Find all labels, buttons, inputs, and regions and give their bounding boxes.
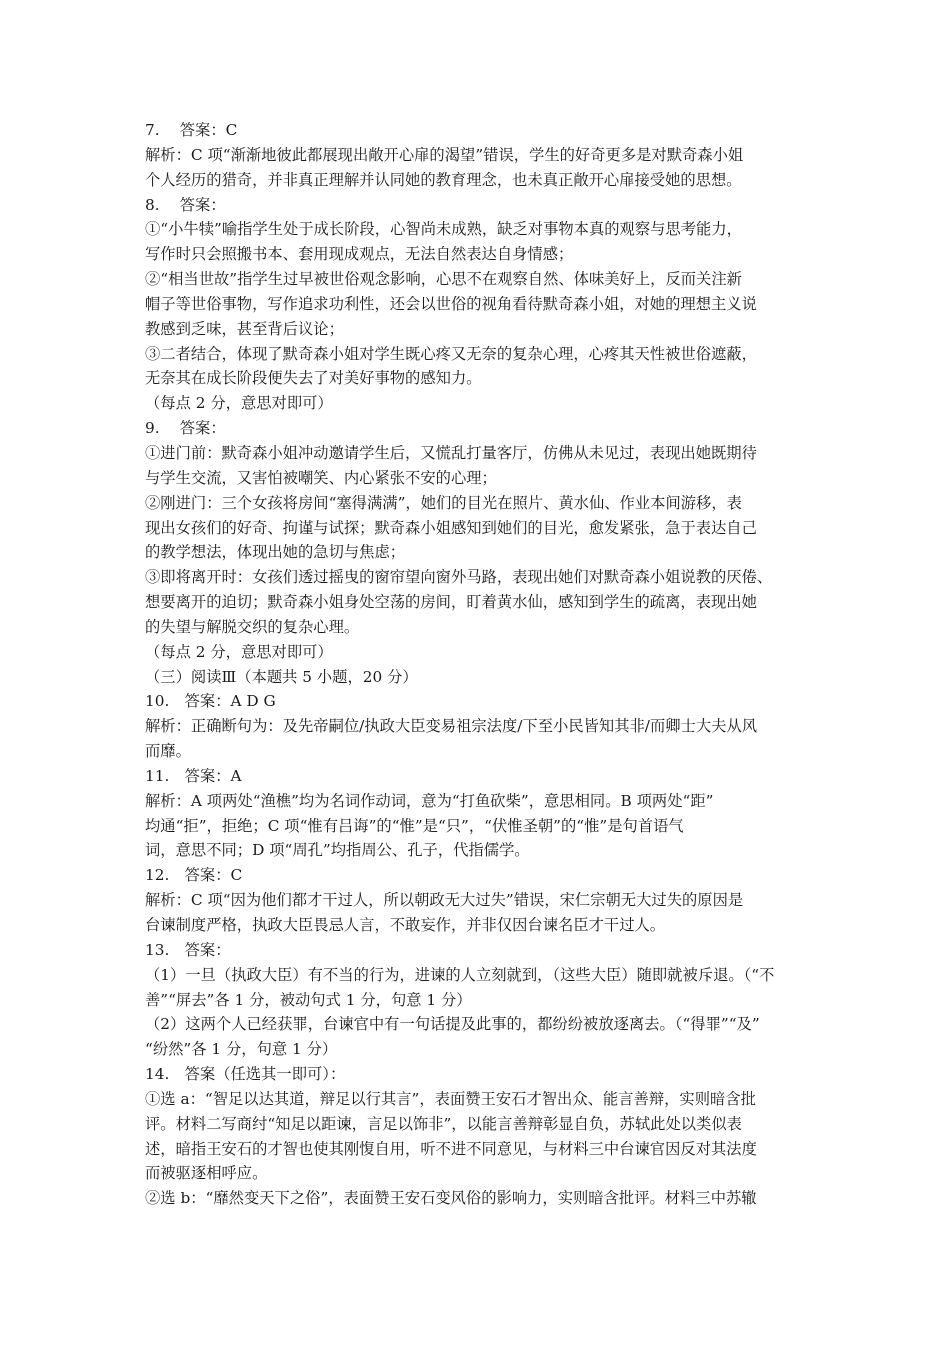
text-line: 均通“拒”，拒绝；C 项“惟有吕诲”的“惟”是“只”，“伏惟圣朝”的“惟”是句首语气 xyxy=(145,816,684,835)
text-line: 想要离开的迫切；默奇森小姐身处空荡的房间，盯着黄水仙，感知到学生的疏离，表现出她 xyxy=(145,593,757,612)
text-line: 解析：C 项“因为他们都才干过人，所以朝政无大过失”错误，宋仁宗朝无大过失的原因是 xyxy=(145,891,744,910)
section-heading: （三）阅读Ⅲ（本题共 5 小题，20 分） xyxy=(145,667,418,686)
text-line: 13. 答案： xyxy=(145,940,231,959)
text-line: 11. 答案：A xyxy=(145,766,242,785)
text-line: ①进门前：默奇森小姐冲动邀请学生后，又慌乱打量客厅，仿佛从未见过，表现出她既期待 xyxy=(145,443,757,462)
text-line: ③即将离开时：女孩们透过摇曳的窗帘望向窗外马路，表现出她们对默奇森小姐说教的厌倦、 xyxy=(145,568,773,587)
text-line: “纷然”各 1 分，句意 1 分） xyxy=(145,1040,338,1059)
text-line: 个人经历的猎奇，并非真正理解并认同她的教育理念，也未真正敞开心扉接受她的思想。 xyxy=(145,170,742,189)
text-line: 现出女孩们的好奇、拘谨与试探；默奇森小姐感知到她们的目光，愈发紧张，急于表达自己 xyxy=(145,518,757,537)
text-line: ②“相当世故”指学生过早被世俗观念影响，心思不在观察自然、体味美好上，反而关注新 xyxy=(145,270,742,289)
text-line: 无奈其在成长阶段便失去了对美好事物的感知力。 xyxy=(145,369,482,388)
text-line: （每点 2 分，意思对即可） xyxy=(145,642,333,661)
text-line: 写作时只会照搬书本、套用现成观点，无法自然表达自身情感； xyxy=(145,245,574,264)
text-line: （每点 2 分，意思对即可） xyxy=(145,394,333,413)
text-line: 评。材料二写商纣“知足以距谏，言足以饰非”，以能言善辩彰显自负，苏轼此处以类似表 xyxy=(145,1114,742,1133)
text-line: 而被驱逐相呼应。 xyxy=(145,1164,268,1183)
text-line: 台谏制度严格，执政大臣畏忌人言，不敢妄作，并非仅因台谏名臣才干过人。 xyxy=(145,916,666,934)
text-line: ②刚进门：三个女孩将房间“塞得满满”，她们的目光在照片、黄水仙、作业本间游移，表 xyxy=(145,493,742,512)
text-line: 解析：C 项“渐渐地彼此都展现出敞开心扉的渴望”错误，学生的好奇更多是对默奇森小姐 xyxy=(145,145,744,164)
text-line: ①选 a：“智足以达其道，辩足以行其言”，表面赞王安石才智出众、能言善辩，实则暗含批 xyxy=(145,1089,756,1108)
answer-content xyxy=(145,118,825,1236)
text-line: 10. 答案：A D G xyxy=(145,692,276,711)
text-line: 教感到乏味，甚至背后议论； xyxy=(145,319,344,338)
text-line: 而靡。 xyxy=(145,742,191,761)
text-line: 12. 答案：C xyxy=(145,866,243,885)
text-line: 解析：正确断句为：及先帝嗣位/执政大臣变易祖宗法度/下至小民皆知其非/而卿士大夫从风 xyxy=(145,717,758,736)
text-line: 8. 答案： xyxy=(145,195,226,214)
text-line: 善”“屏去”各 1 分，被动句式 1 分，句意 1 分） xyxy=(145,990,472,1009)
text-line: ③二者结合，体现了默奇森小姐对学生既心疼又无奈的复杂心理，心疼其天性被世俗遮蔽， xyxy=(145,344,757,363)
text-line: ②选 b：“靡然变天下之俗”，表面赞王安石变风俗的影响力，实则暗含批评。材料三中苏辙 xyxy=(145,1189,757,1208)
text-line xyxy=(145,1211,825,1236)
text-line: 的教学想法，体现出她的急切与焦虑； xyxy=(145,543,406,562)
text-line: 解析：A 项两处“渔樵”均为名词作动词，意为“打鱼砍柴”，意思相同。B 项两处“距” xyxy=(145,791,714,810)
text-line: （2）这两个人已经获罪，台谏官中有一句话提及此事的，都纷纷被放逐离去。（“得罪”“及” xyxy=(145,1015,760,1034)
text-line: ①“小牛犊”喻指学生处于成长阶段，心智尚未成熟，缺乏对事物本真的观察与思考能力， xyxy=(145,220,742,239)
text-line: 与学生交流，又害怕被嘲笑、内心紧张不安的心理； xyxy=(145,468,497,487)
text-line: 帽子等世俗事物，写作追求功利性，还会以世俗的视角看待默奇森小姐，对她的理想主义说 xyxy=(145,294,757,313)
text-line: 9. 答案： xyxy=(145,419,226,438)
text-line: 7. 答案：C xyxy=(145,121,238,139)
text-line: 词，意思不同；D 项“周孔”均指周公、孔子，代指儒学。 xyxy=(145,841,530,860)
text-line: 14. 答案（任选其一即可）： xyxy=(145,1065,346,1084)
text-line: 的失望与解脱交织的复杂心理。 xyxy=(145,617,360,636)
text-line: （1）一旦（执政大臣）有不当的行为，进谏的人立刻就到，（这些大臣）随即就被斥退。（“不 xyxy=(145,965,775,984)
text-line: 述，暗指王安石的才智也使其刚愎自用，听不进不同意见，与材料三中台谏官因反对其法度 xyxy=(145,1139,757,1158)
